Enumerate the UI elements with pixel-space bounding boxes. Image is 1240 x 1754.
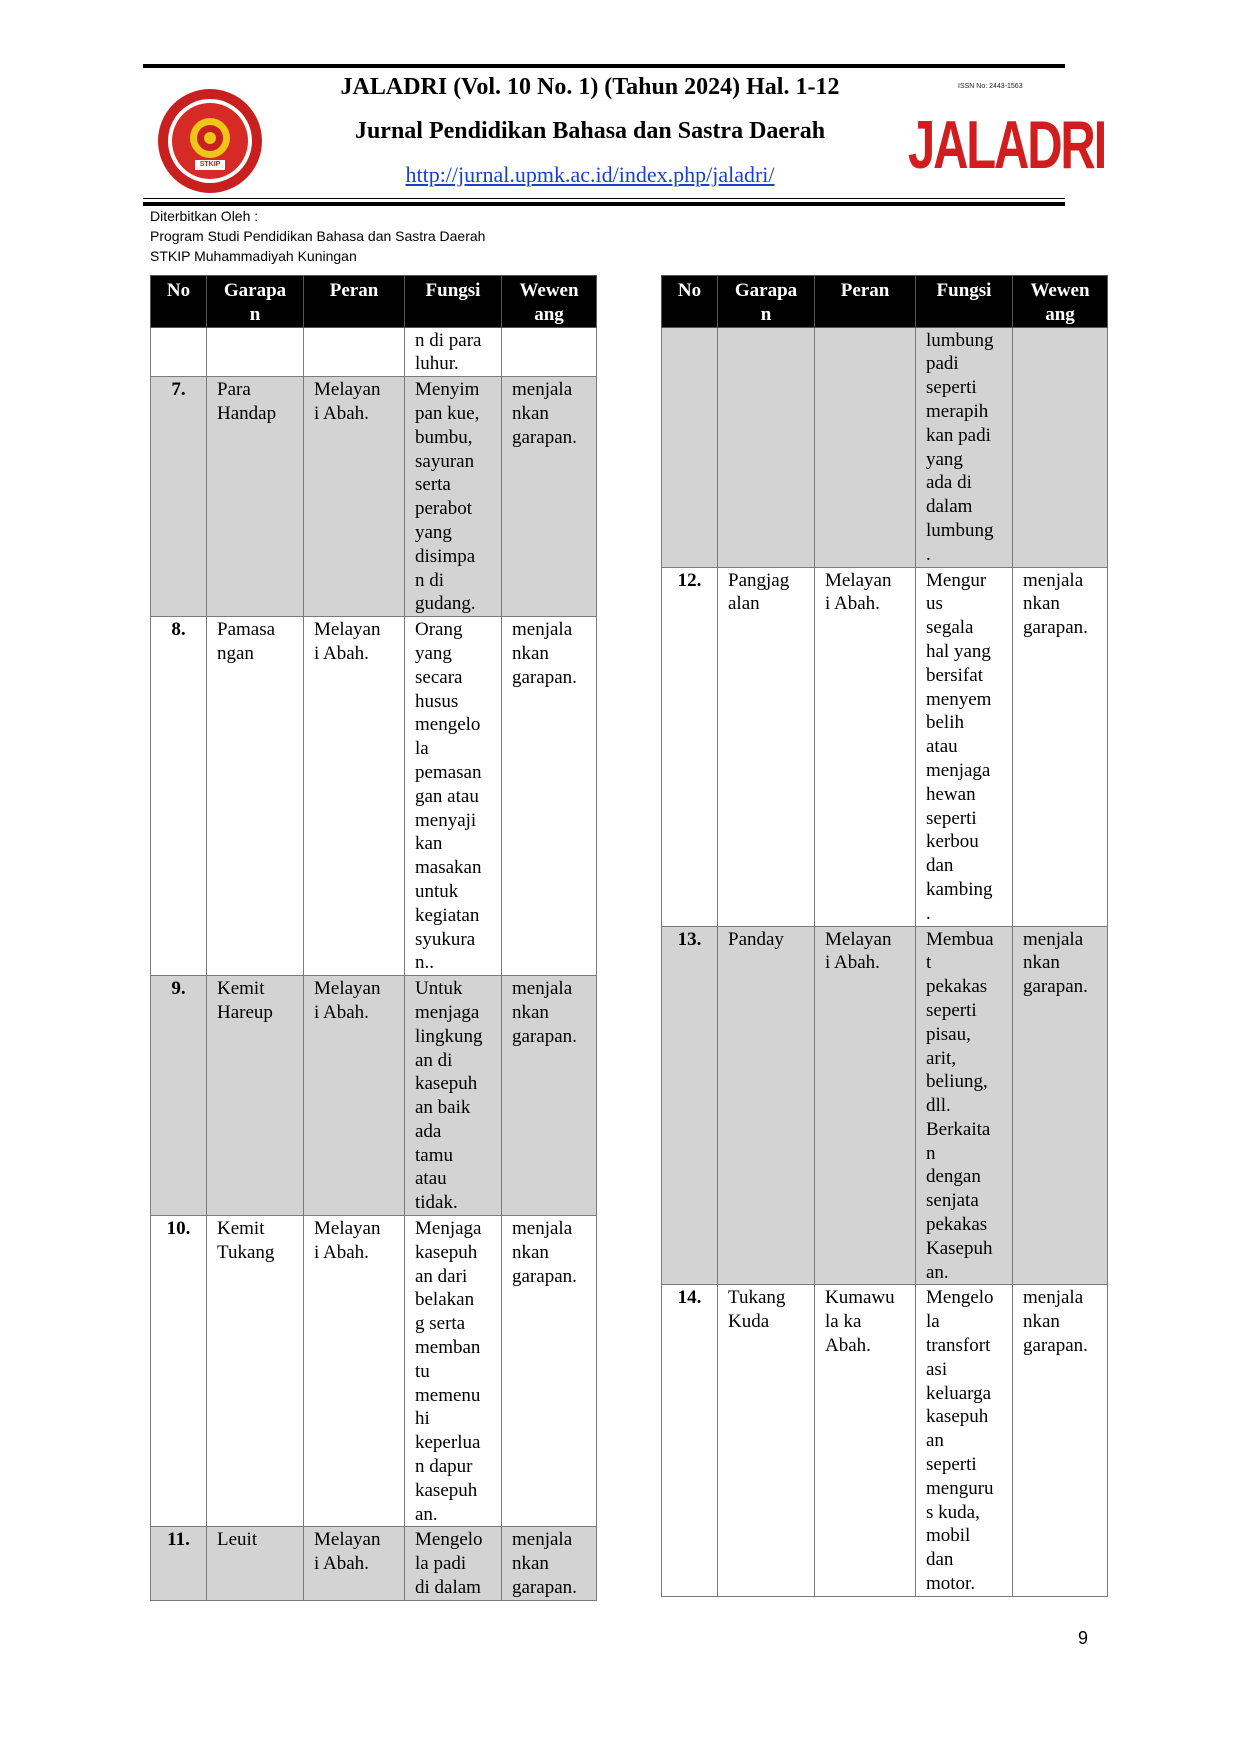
cell-no: 9.	[151, 976, 207, 1216]
cell-no: 11.	[151, 1527, 207, 1600]
col-header-garapan: Garapa n	[718, 276, 815, 328]
table-row	[151, 1216, 597, 1527]
col-header-wewenang: Wewen ang	[1013, 276, 1108, 328]
issn-text: ISSN No: 2443-1563	[958, 83, 1023, 90]
stkip-logo	[155, 86, 265, 196]
cell-peran: Melayan i Abah.	[304, 617, 405, 976]
publisher-line: Program Studi Pendidikan Bahasa dan Sastra Daerah	[150, 228, 486, 244]
cell-peran: Kumawu la ka Abah.	[815, 1285, 916, 1596]
cell-garapan: Kemit Hareup	[207, 976, 304, 1216]
cell-wewenang: menjala nkan garapan.	[502, 617, 597, 976]
cell-wewenang: menjala nkan garapan.	[1013, 926, 1108, 1285]
col-header-garapan: Garapa n	[207, 276, 304, 328]
cell-garapan: Pamasa ngan	[207, 617, 304, 976]
table-row	[151, 976, 597, 1216]
table-row	[662, 567, 1108, 926]
cell-fungsi: Mengur us segala hal yang bersifat menyem belih atau menjaga hewan seperti kerbou dan kambing .	[916, 567, 1013, 926]
cell-no	[151, 327, 207, 377]
cell-fungsi: lumbung padi seperti merapih kan padi yang ada di dalam lumbung .	[916, 327, 1013, 567]
cell-fungsi: Menjaga kasepuh an dari belakan g serta memban tu memenu hi keperlua n dapur kasepuh an.	[405, 1216, 502, 1527]
table-row	[662, 1285, 1108, 1596]
cell-no: 8.	[151, 617, 207, 976]
cell-no	[662, 327, 718, 567]
stkip-logo-badge: STKIP	[199, 161, 221, 168]
col-header-fungsi: Fungsi	[405, 276, 502, 328]
journal-subtitle: Jurnal Pendidikan Bahasa dan Sastra Daerah	[354, 118, 826, 144]
table-row	[151, 617, 597, 976]
cell-garapan: Kemit Tukang	[207, 1216, 304, 1527]
cell-fungsi: Mengelo la padi di dalam	[405, 1527, 502, 1600]
cell-no: 10.	[151, 1216, 207, 1527]
cell-wewenang: menjala nkan garapan.	[502, 377, 597, 617]
col-header-fungsi: Fungsi	[916, 276, 1013, 328]
table-row	[151, 327, 597, 377]
cell-fungsi: Untuk menjaga lingkung an di kasepuh an baik ada tamu atau tidak.	[405, 976, 502, 1216]
cell-wewenang	[502, 327, 597, 377]
cell-garapan: Pangjag alan	[718, 567, 815, 926]
cell-peran: Melayan i Abah.	[304, 976, 405, 1216]
cell-peran: Melayan i Abah.	[815, 926, 916, 1285]
cell-garapan: Leuit	[207, 1527, 304, 1600]
table-header-row	[151, 276, 597, 328]
cell-garapan: Panday	[718, 926, 815, 1285]
col-header-no: No	[662, 276, 718, 328]
cell-peran: Melayan i Abah.	[304, 1216, 405, 1527]
col-header-wewenang: Wewen ang	[502, 276, 597, 328]
cell-wewenang: menjala nkan garapan.	[1013, 567, 1108, 926]
cell-no: 12.	[662, 567, 718, 926]
cell-no: 13.	[662, 926, 718, 1285]
cell-garapan: Tukang Kuda	[718, 1285, 815, 1596]
cell-wewenang: menjala nkan garapan.	[502, 1527, 597, 1600]
col-header-peran: Peran	[304, 276, 405, 328]
publisher-line: STKIP Muhammadiyah Kuningan	[150, 248, 357, 264]
cell-fungsi: Orang yang secara husus mengelo la pemasan gan atau menyaji kan masakan untuk kegiatan syukura n..	[405, 617, 502, 976]
cell-fungsi: Menyim pan kue, bumbu, sayuran serta perabot yang disimpa n di gudang.	[405, 377, 502, 617]
cell-peran: Melayan i Abah.	[304, 1527, 405, 1600]
cell-peran: Melayan i Abah.	[815, 567, 916, 926]
cell-peran	[304, 327, 405, 377]
journal-title: JALADRI (Vol. 10 No. 1) (Tahun 2024) Hal. 1-12	[340, 74, 840, 100]
table-row	[662, 926, 1108, 1285]
cell-fungsi: Mengelo la transfort asi keluarga kasepuh an seperti menguru s kuda, mobil dan motor.	[916, 1285, 1013, 1596]
journal-url-link[interactable]: http://jurnal.upmk.ac.id/index.php/jaladri/	[405, 162, 775, 187]
cell-fungsi: n di para luhur.	[405, 327, 502, 377]
page-number: 9	[1078, 1628, 1089, 1648]
cell-wewenang: menjala nkan garapan.	[1013, 1285, 1108, 1596]
table-row	[151, 377, 597, 617]
header-top-rule	[143, 64, 1065, 68]
col-header-peran: Peran	[815, 276, 916, 328]
cell-garapan	[207, 327, 304, 377]
table-row	[151, 1527, 597, 1600]
cell-peran: Melayan i Abah.	[304, 377, 405, 617]
publisher-info	[150, 206, 485, 266]
cell-wewenang: menjala nkan garapan.	[502, 1216, 597, 1527]
cell-no: 14.	[662, 1285, 718, 1596]
header-bottom-thin-rule	[143, 198, 1065, 199]
jaladri-logo: JALADRI	[908, 107, 1106, 183]
cell-fungsi: Membua t pekakas seperti pisau, arit, beliung, dll. Berkaita n dengan senjata pekakas Kasepuh an.	[916, 926, 1013, 1285]
garapan-table-left	[150, 275, 597, 1601]
cell-no: 7.	[151, 377, 207, 617]
cell-garapan: Para Handap	[207, 377, 304, 617]
col-header-no: No	[151, 276, 207, 328]
publisher-line: Diterbitkan Oleh :	[150, 208, 259, 224]
garapan-table-right	[661, 275, 1108, 1597]
cell-garapan	[718, 327, 815, 567]
cell-peran	[815, 327, 916, 567]
cell-wewenang	[1013, 327, 1108, 567]
table-header-row	[662, 276, 1108, 328]
table-row	[662, 327, 1108, 567]
cell-wewenang: menjala nkan garapan.	[502, 976, 597, 1216]
